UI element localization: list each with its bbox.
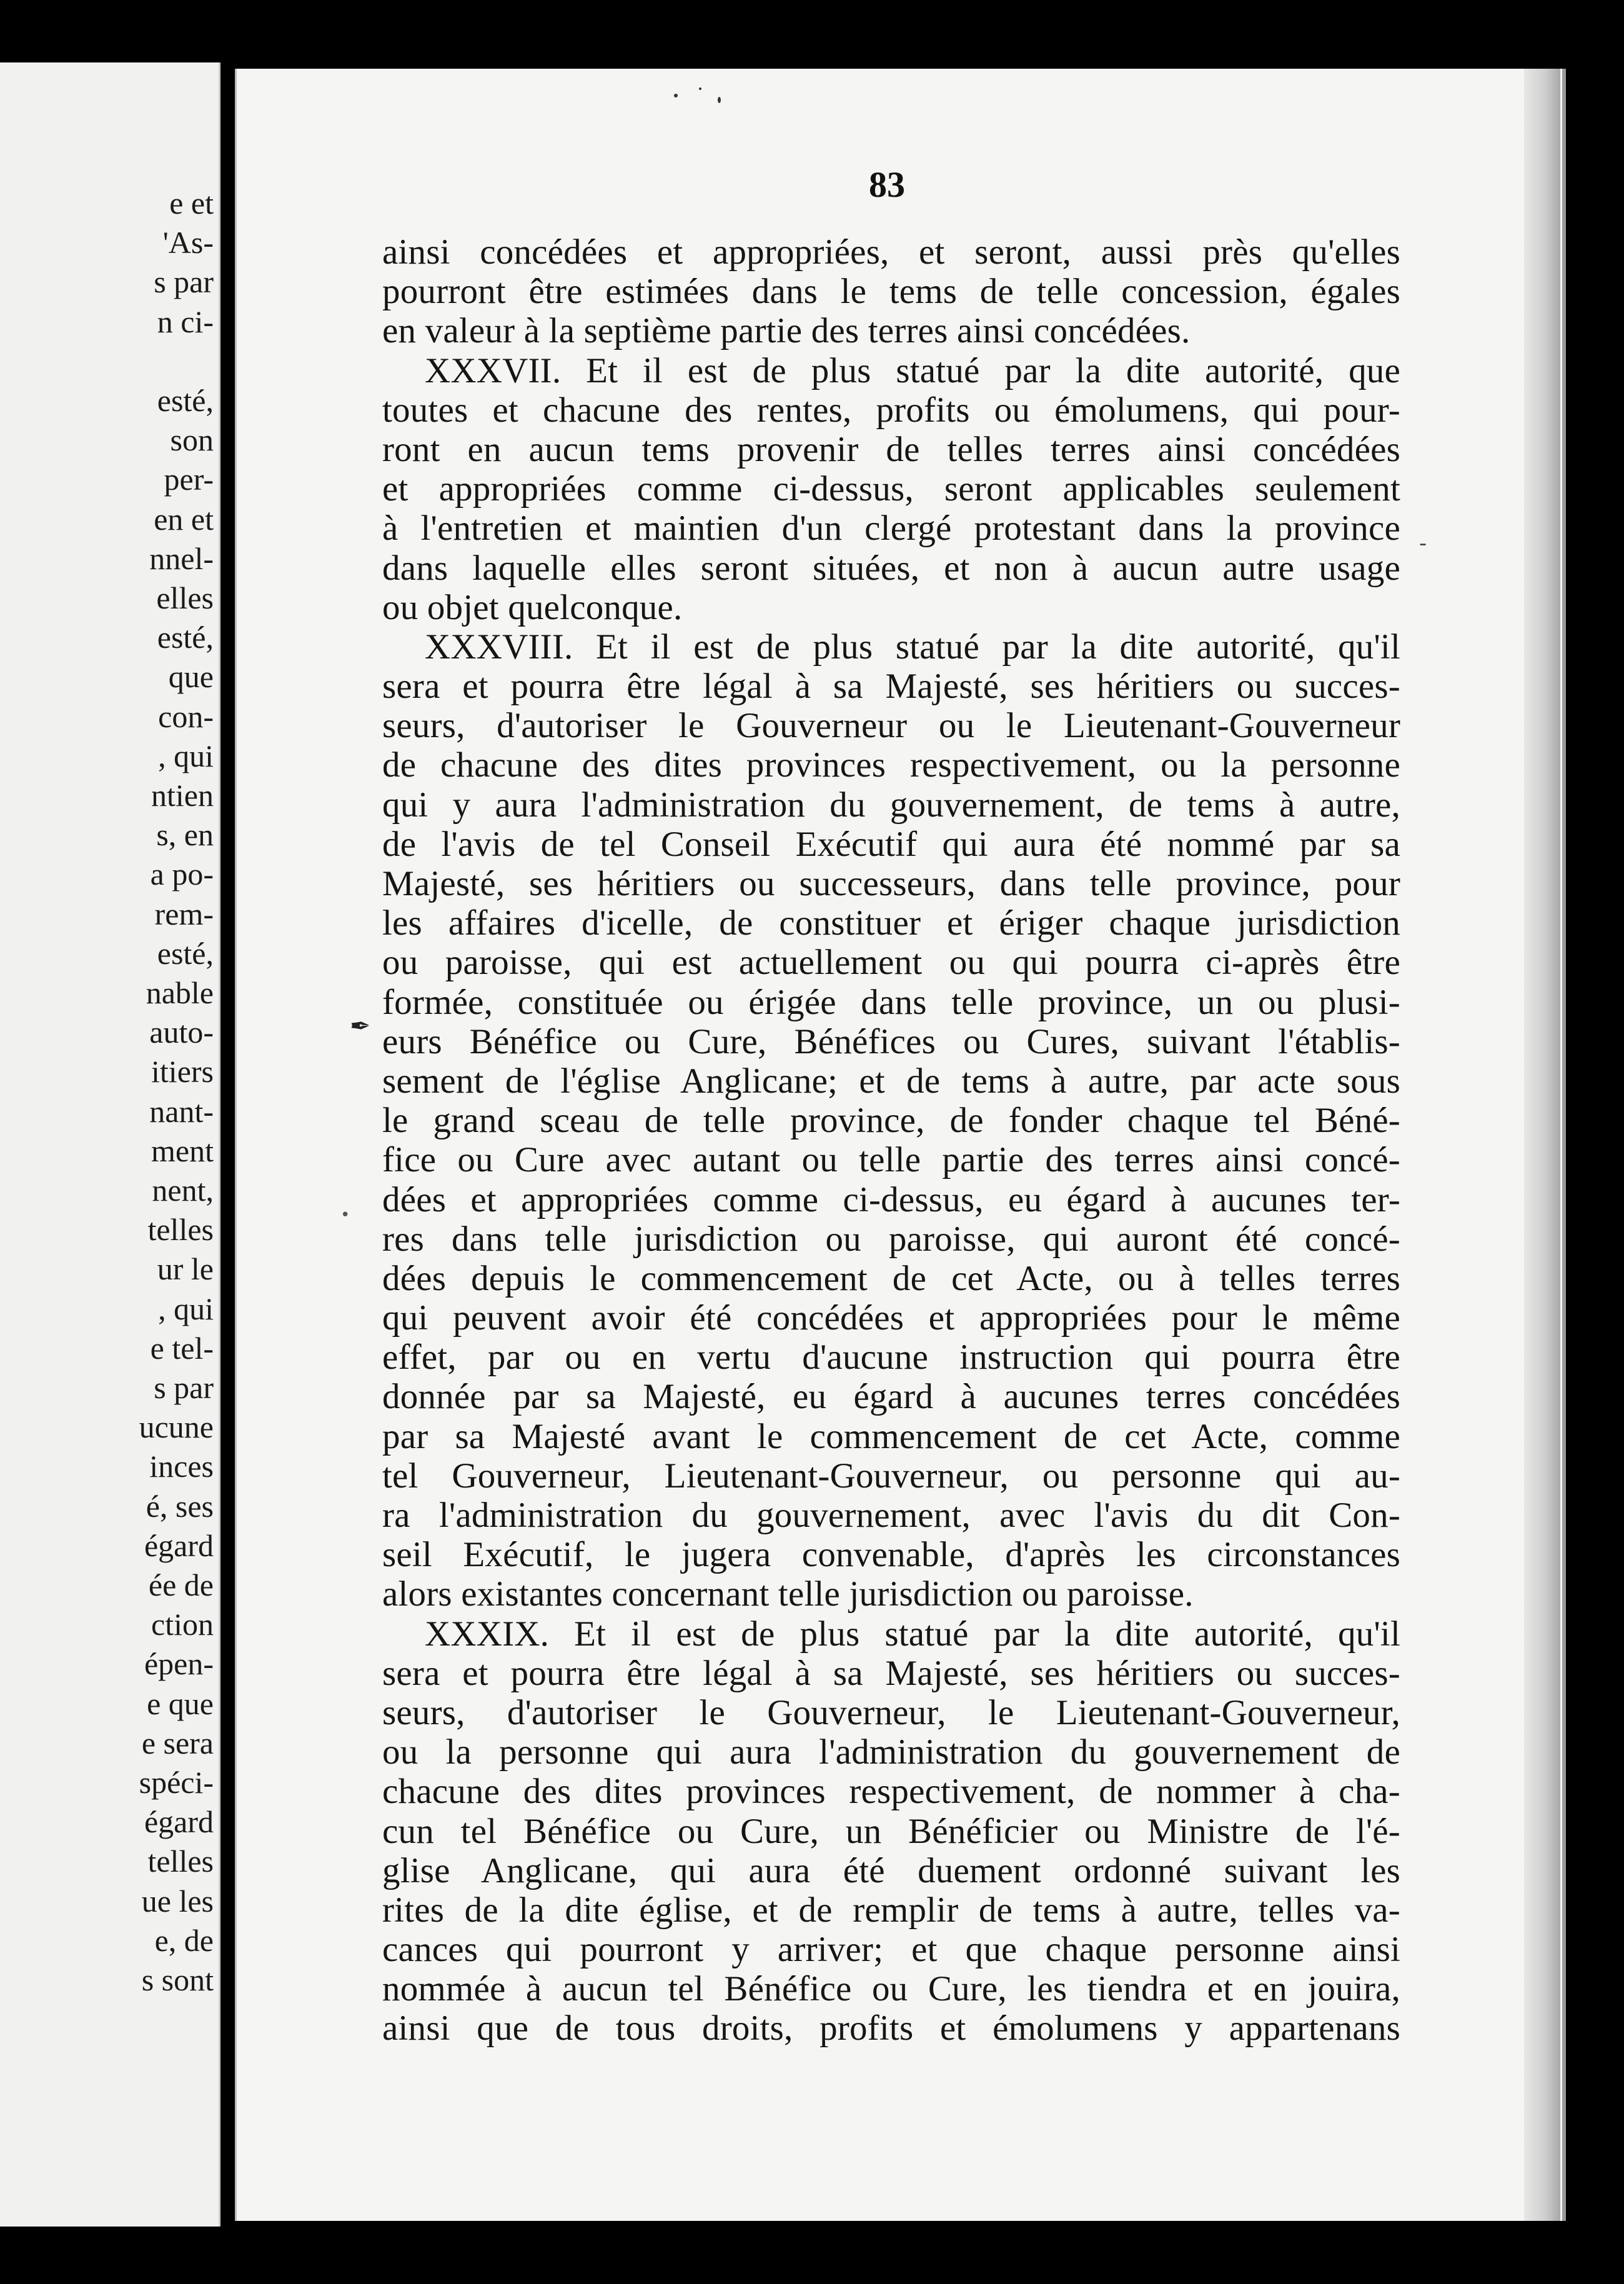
text-line: seil Exécutif, le jugera convenable, d'après les circonstances	[382, 1535, 1400, 1575]
left-page-fragment: e sera	[141, 1725, 214, 1760]
text-line: dées depuis le commencement de cet Acte, ou à telles terres	[382, 1258, 1400, 1298]
text-line: cun tel Bénéfice ou Cure, un Bénéficier ou Ministre de l'é-	[382, 1811, 1400, 1851]
ink-speck	[699, 87, 701, 90]
margin-pen-mark: ✒	[350, 1012, 371, 1041]
left-page-fragment: n ci-	[157, 304, 214, 339]
text-line: Majesté, ses héritiers ou successeurs, dans telle province, pour	[382, 864, 1400, 903]
left-page-fragment: e et	[169, 186, 214, 221]
text-line: en valeur à la septième partie des terres ainsi concédées.	[382, 311, 1191, 351]
text-line: à l'entretien et maintien d'un clergé protestant dans la province	[382, 509, 1400, 549]
left-page-fragment: s par	[154, 1370, 214, 1405]
text-line: sement de l'église Anglicane; et de tems à autre, par acte sous	[382, 1061, 1400, 1101]
margin-mark: •	[340, 1206, 350, 1224]
text-line: et appropriées comme ci-dessus, seront applicables seulement	[382, 469, 1400, 509]
text-line: cances qui pourront y arriver; et que chaque personne ainsi	[382, 1930, 1400, 1970]
left-page-fragment: ée de	[148, 1567, 214, 1602]
text-line: sera et pourra être légal à sa Majesté, ses héritiers ou succes-	[382, 667, 1400, 707]
left-page-fragment: esté,	[157, 935, 214, 971]
ink-speck	[718, 97, 721, 103]
text-line: donnée par sa Majesté, eu égard à aucunes terres concédées	[382, 1377, 1400, 1417]
left-page-fragment: égard	[144, 1804, 214, 1840]
text-line: toutes et chacune des rentes, profits ou émolumens, qui pour-	[382, 390, 1400, 430]
left-page-fragment: é, ses	[146, 1488, 214, 1524]
text-line: par sa Majesté avant le commencement de cet Acte, comme	[382, 1416, 1400, 1456]
margin-mark: -	[1419, 531, 1427, 556]
left-page-fragment: ucune	[139, 1409, 214, 1445]
left-page-fragment: telles	[147, 1212, 214, 1248]
text-line: eurs Bénéfice ou Cure, Bénéfices ou Cures, suivant l'établis-	[382, 1021, 1400, 1061]
text-line: XXXVIII. Et il est de plus statué par la dite autorité, qu'il	[425, 627, 1400, 667]
text-line: qui y aura l'administration du gouvernement, de tems à autre,	[382, 785, 1400, 825]
left-page-fragment: rem-	[154, 896, 214, 931]
left-page-fragment: son	[170, 422, 214, 458]
text-line: qui peuvent avoir été concédées et appropriées pour le même	[382, 1298, 1400, 1338]
left-page-fragment: e tel-	[150, 1330, 214, 1366]
left-page-fragment: s par	[154, 264, 214, 300]
text-line: glise Anglicane, qui aura été duement ordonné suivant les	[382, 1850, 1400, 1890]
left-page-fragment: con-	[158, 698, 214, 734]
ink-speck	[674, 94, 678, 97]
page-edge	[1524, 69, 1560, 2221]
left-page-fragment: nnel-	[149, 540, 214, 576]
left-page-fragment: 'As-	[162, 225, 214, 261]
left-page-fragment: per-	[164, 462, 214, 497]
left-page-fragment: e que	[147, 1686, 214, 1721]
text-line: ainsi que de tous droits, profits et émolumens y appartenans	[382, 2008, 1400, 2048]
text-line: formée, constituée ou érigée dans telle province, un ou plusi-	[382, 982, 1400, 1022]
book-gutter	[221, 59, 235, 2230]
left-page-fragment: épen-	[144, 1646, 214, 1682]
left-page-fragment: telles	[147, 1844, 214, 1879]
text-line: dans laquelle elles seront situées, et non à aucun autre usage	[382, 548, 1400, 588]
left-page-fragment: spéci-	[139, 1765, 214, 1800]
text-line: XXXVII. Et il est de plus statué par la dite autorité, que	[425, 350, 1400, 390]
text-line: ou objet quelconque.	[382, 587, 683, 627]
text-line: les affaires d'icelle, de constituer et ériger chaque jurisdiction	[382, 903, 1400, 943]
body-text	[382, 232, 1400, 2048]
left-page-fragment: égard	[144, 1527, 214, 1563]
text-line: alors existantes concernant telle jurisdiction ou paroisse.	[382, 1574, 1194, 1614]
left-page-fragment: ur le	[157, 1251, 214, 1287]
text-line: rites de la dite église, et de remplir de tems à autre, telles va-	[382, 1890, 1400, 1930]
left-page-fragment: s, en	[156, 817, 214, 853]
left-page-fragment: , qui	[158, 1291, 214, 1326]
text-line: seurs, d'autoriser le Gouverneur ou le Lieutenant-Gouverneur	[382, 706, 1400, 746]
page-number: 83	[869, 164, 905, 205]
text-line: fice ou Cure avec autant ou telle partie des terres ainsi concé-	[382, 1140, 1400, 1180]
text-line: dées et appropriées comme ci-dessus, eu égard à aucunes ter-	[382, 1179, 1400, 1219]
text-line: ou la personne qui aura l'administration du gouvernement de	[382, 1732, 1400, 1772]
left-page-fragment: auto-	[149, 1015, 214, 1050]
left-page-fragment: nent,	[152, 1173, 214, 1208]
text-line: sera et pourra être légal à sa Majesté, ses héritiers ou succes-	[382, 1653, 1400, 1693]
text-line: le grand sceau de telle province, de fonder chaque tel Béné-	[382, 1101, 1400, 1141]
left-page-fragment: en et	[154, 501, 214, 537]
text-line: de chacune des dites provinces respectivement, ou la personne	[382, 745, 1400, 785]
left-page-fragment: nable	[146, 975, 214, 1010]
text-line: ou paroisse, qui est actuellement ou qui pourra ci-après être	[382, 943, 1400, 983]
left-page-fragment: esté,	[157, 383, 214, 418]
left-page-fragment: ction	[151, 1607, 214, 1642]
left-page-fragment: ntien	[151, 778, 214, 813]
text-line: chacune des dites provinces respectivement, de nommer à cha-	[382, 1772, 1400, 1812]
left-page-fragment: esté,	[157, 620, 214, 655]
text-line: effet, par ou en vertu d'aucune instruction qui pourra être	[382, 1338, 1400, 1378]
left-page-fragment: nant-	[149, 1093, 214, 1129]
left-page-fragment: itiers	[151, 1054, 214, 1090]
text-line: res dans telle jurisdiction ou paroisse, qui auront été concé-	[382, 1219, 1400, 1259]
left-page-fragment: que	[168, 659, 214, 695]
text-line: tel Gouverneur, Lieutenant-Gouverneur, ou personne qui au-	[382, 1456, 1400, 1496]
left-page-fragment: s sont	[141, 1962, 214, 1997]
left-page-fragment: a po-	[150, 856, 214, 892]
text-line: ainsi concédées et appropriées, et seront, aussi près qu'elles	[382, 232, 1400, 272]
text-line: seurs, d'autoriser le Gouverneur, le Lieutenant-Gouverneur,	[382, 1692, 1400, 1732]
text-line: ra l'administration du gouvernement, avec l'avis du dit Con-	[382, 1496, 1400, 1535]
text-line: ront en aucun tems provenir de telles terres ainsi concédées	[382, 429, 1400, 469]
left-page-fragment: ment	[151, 1133, 214, 1168]
left-facing-page	[0, 62, 220, 2227]
left-page-fragment: e, de	[154, 1922, 214, 1958]
text-line: de l'avis de tel Conseil Exécutif qui aura été nommé par sa	[382, 824, 1400, 864]
left-page-fragment: inces	[149, 1449, 214, 1484]
left-page-fragment: , qui	[158, 738, 214, 773]
left-page-fragment: ue les	[141, 1883, 214, 1919]
text-line: pourront être estimées dans le tems de telle concession, égales	[382, 272, 1400, 312]
left-page-fragment: elles	[156, 580, 214, 615]
text-line: XXXIX. Et il est de plus statué par la dite autorité, qu'il	[425, 1614, 1400, 1654]
text-line: nommée à aucun tel Bénéfice ou Cure, les tiendra et en jouira,	[382, 1969, 1400, 2009]
